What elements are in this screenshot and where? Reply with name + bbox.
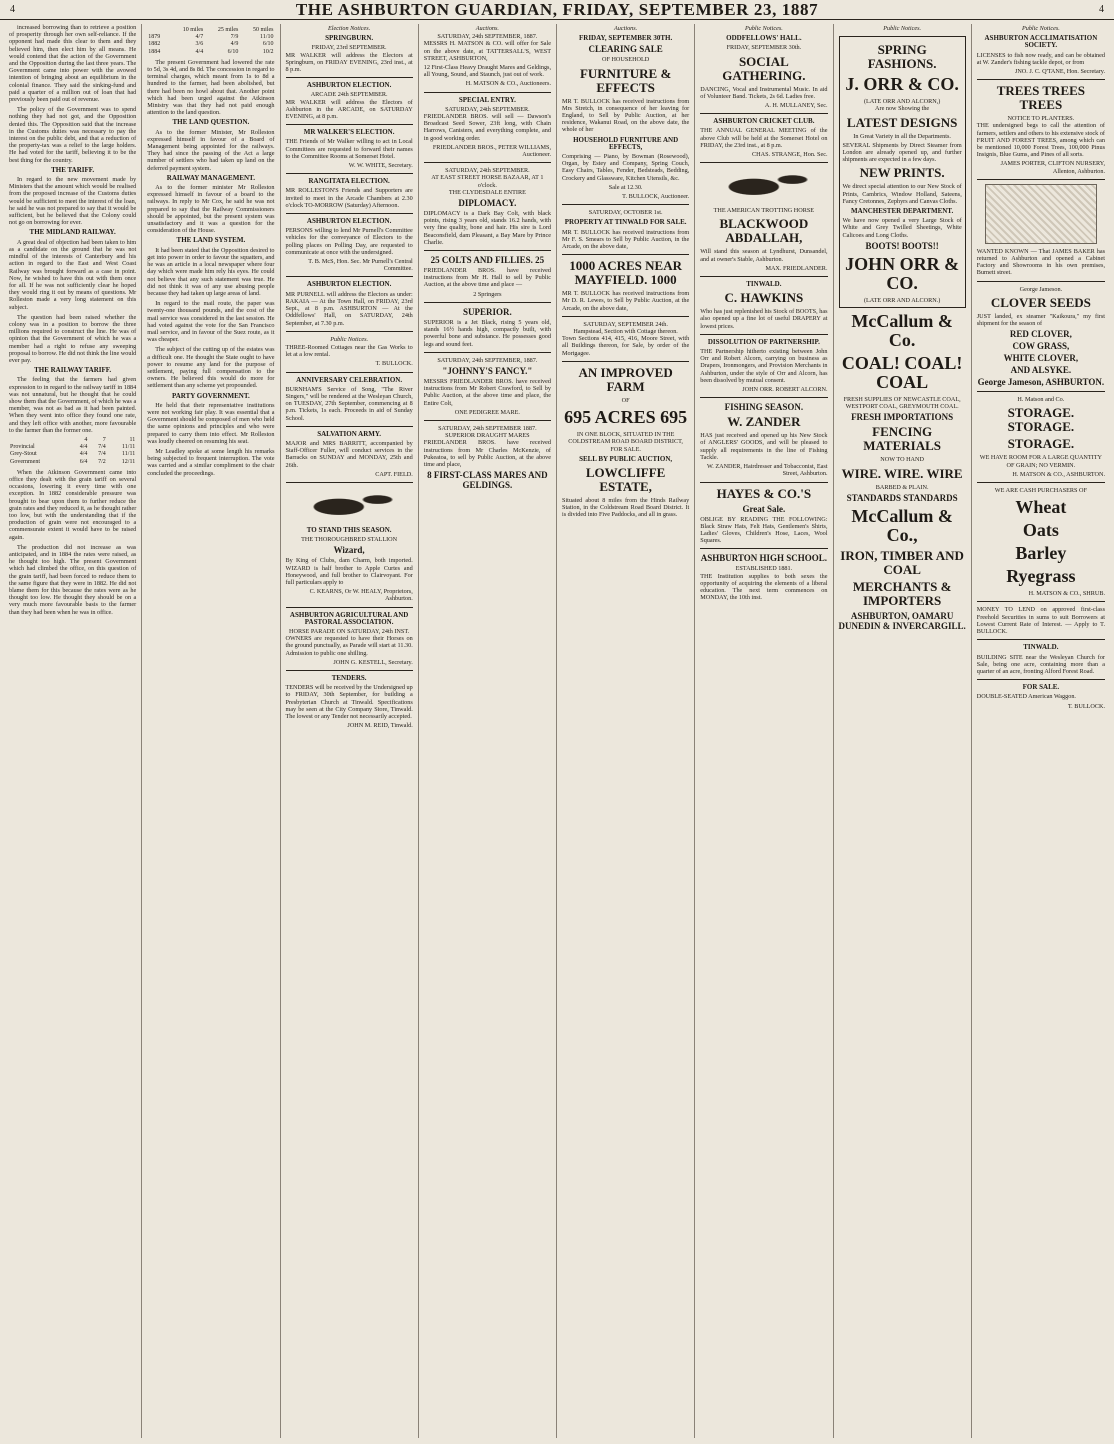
divider: [977, 179, 1105, 180]
advert-headline: STORAGE. STORAGE.: [1007, 405, 1075, 435]
notice-signature: JOHN M. REID, Tinwald.: [347, 722, 413, 730]
table-cell: 6/4: [79, 458, 88, 465]
divider: [700, 334, 827, 335]
notice-headline: HAYES & CO.'S: [716, 485, 812, 501]
divider: [286, 124, 413, 125]
advert-text: We have now opened a very Large Stock of White and Grey Twilled Sheetings, White Calicoes and Long Cloths.: [842, 217, 962, 239]
auction-subheading: OF HOUSEHOLD: [601, 56, 650, 64]
notice-heading: ASHBURTON ELECTION.: [306, 217, 392, 226]
advert-headline: LATEST DESIGNS: [846, 114, 958, 130]
table-cell: 1882: [148, 41, 161, 48]
notice-text: HAS just received and opened up his New Stock of ANGLERS' GOODS, and will be pleased to supply all requirements in the line of Fishing Tackle.: [700, 432, 828, 461]
notice-text: PERSONS willing to lend Mr Purnell's Committee vehicles for the conveyance of Electors to the polling places on Polling Day, are requested to communicate at once with the undersigned.: [285, 227, 413, 256]
notice-heading: TINWALD.: [1023, 643, 1059, 652]
divider: [424, 420, 551, 421]
advert-headline: BOOTS! BOOTS!!: [865, 240, 939, 251]
section-heading: THE LAND QUESTION.: [172, 118, 250, 127]
auction-text: MR T. BULLOCK has received instructions from Mrs Stretch, in consequence of her leaving for England, to Sell by Public Auction, at her residence, Wakanui Road, on the above date, the whole of her: [562, 97, 690, 134]
article-paragraph: He held that their representative institutions were not working fair play. It was essential that a Government should be composed of men who held the same opinions and principles and who were prepared to carry them into effect. Mr Rolleston was loudly cheered on resuming his seat.: [147, 401, 275, 445]
divider: [977, 482, 1105, 483]
divider: [286, 426, 413, 427]
column-heading: Public Notices.: [1021, 25, 1060, 32]
table-row: [147, 49, 274, 56]
advert-headline: MERCHANTS & IMPORTERS: [852, 578, 952, 608]
notice-headline: W. ZANDER: [727, 414, 801, 430]
advert-subheading: BARBED & PLAIN.: [875, 483, 929, 491]
column-3: [281, 24, 419, 1438]
auction-signature: H. MATSON & CO., Auctioneers.: [465, 80, 551, 88]
sale-time: Sale at 12.30.: [608, 183, 643, 191]
notice-subheading: ESTABLISHED 1881.: [735, 565, 793, 573]
notice-subheading: HORSE PARADE ON SATURDAY, 24th INST.: [289, 627, 410, 635]
notice-signature: W. W. WHITE, Secretary.: [348, 162, 413, 170]
notice-signature: CHAS. STRANGE, Hon. Sec.: [752, 151, 828, 159]
advertiser-name: George Jameson.: [1019, 285, 1063, 293]
notice-heading: TO STAND THIS SEASON.: [306, 525, 392, 534]
column-heading: Auctions.: [475, 25, 499, 32]
table-cell: [9, 437, 70, 444]
table-cell: [147, 27, 169, 34]
column-heading: Election Notices.: [327, 25, 371, 32]
auction-subheading: OF: [621, 396, 630, 404]
notice-heading: ANNIVERSARY CELEBRATION.: [296, 375, 403, 384]
column-heading: Auctions.: [614, 25, 638, 32]
auction-subheading: SUPERIOR DRAUGHT MARES: [445, 432, 530, 440]
table-cell: Government: [10, 458, 40, 465]
advert-headline: FENCING MATERIALS: [863, 424, 942, 454]
article-paragraph: Mr Leadley spoke at some length his remarks being subjected to frequent interruption. The vote was carried and a similar compliment to the chair concluded the proceedings.: [147, 447, 275, 477]
advert-item: Wheat: [1015, 497, 1067, 518]
auction-text: 12 First-Class Heavy Draught Mares and Geldings, all Young, Sound, and Staunch, just out of work.: [423, 64, 551, 79]
advert-headline: SPRING FASHIONS.: [867, 42, 937, 72]
article-paragraph: The subject of the cutting up of the estates was a difficult one. He thought the State ought to have power to resume any land for the purpose of settlement, paying full compensation to the owners. He believed this would do more for settlement than any scheme yet propounded.: [147, 346, 275, 390]
table-cell: 6/10: [227, 48, 239, 55]
column-4: [419, 24, 557, 1438]
advert-text: SEVERAL Shipments by Direct Steamer from London are already opened up, and further shipments are expected in a few days.: [842, 141, 962, 164]
auction-text: Town Sections 414, 415, 416, Moore Street, with all Buildings thereon, for Sale, by order of the Mortgagee.: [562, 335, 690, 357]
table-row: [147, 34, 274, 41]
divider: [700, 548, 827, 549]
notice-heading: ASHBURTON AGRICULTURAL AND PASTORAL ASSOCIATION.: [289, 610, 409, 626]
auction-headline: CLEARING SALE: [588, 44, 663, 55]
notice-heading: SALVATION ARMY.: [317, 429, 382, 438]
divider: [700, 113, 827, 114]
divider: [562, 361, 689, 362]
table-header-row: [9, 437, 136, 444]
divider: [977, 601, 1105, 602]
divider: [700, 162, 827, 163]
article-paragraph: As to the former minister Mr Rolleston expressed himself in favour of a board to the railways. In reply to Mr Cox, he said he was not prepared to say that the Railway Commissioners should be appointed, but the present system was unsatisfactory and it was a question for the consideration of the House.: [147, 184, 275, 235]
auction-signature: T. BULLOCK, Auctioneer.: [622, 193, 690, 201]
advert-subheading: Are now Showing the: [875, 105, 930, 113]
auction-signature: FRIEDLANDER BROS., PETER WILLIAMS, Auctioneer.: [432, 143, 551, 159]
notice-date: ARCADE 24th SEPTEMBER.: [310, 91, 388, 99]
advert-text: We direct special attention to our New Stock of Prints, Cambrics, Window Holland, Sateens, Fancy Cretonnes, Zephyrs and Canvas Cloths.: [842, 183, 962, 205]
notice-signature: JAMES PORTER, CLIFTON NURSERY, Allenton, Ashburton.: [1000, 160, 1105, 175]
auction-text: FRIEDLANDER BROS. have received instructions from Mr Charles McKenzie, of Pukeatoa, to sell by Public Auction, at the above time and place,: [423, 439, 551, 468]
table-cell: 1879: [148, 34, 161, 41]
notice-heading: TENDERS.: [331, 674, 367, 682]
article-paragraph: The feeling that the farmers had given expression to in regard to the railway tariff in 1884 was not unnatural, but he thought that he could show them that the Government, of which he was a member, was not as bad as it had been painted. When they went into office they found one rate, and they left office with another, more favourable to the farmer than the former one.: [9, 376, 137, 434]
auction-date: SATURDAY, 24th SEPTEMBER.: [445, 167, 530, 175]
divider: [700, 397, 827, 398]
article-paragraph: The production did not increase as was anticipated, and in 1884 the rates were raised, as he thought too high. The present Government which had climbed the office, on this question of the grain tariff, had been forced to reduce them to the same figure that they were in 1882. He did not blame them for this because the rates were as he thought too low. He thought they should be on a very much more favourable basis to the farmer than they had been when he was in office.: [9, 543, 137, 616]
article-paragraph: In regard to the mail route, the paper was twenty-one thousand pounds, and the cost of the mail service was considered in the last session. He had voted against the vote for the San Francisco mail service, and in favour of the Suez route, as it was cheaper.: [147, 300, 275, 344]
auction-text: MESSRS H. MATSON & CO. will offer for Sale on the above date, at TATTERSALL'S, WEST STREET, ASHBURTON,: [423, 40, 551, 62]
article-paragraph: As to the former Minister, Mr Rolleston expressed himself in favour of a Board of Management being appointed for the railways. They had since the passing of the Act a large number of settlers who had taken up land on the deferred payment system.: [147, 128, 275, 172]
notice-text: WANTED KNOWN — That JAMES BAKER has returned to Ashburton and opened a Cabinet Factory and Showrooms in his own premises, Burnett street.: [976, 247, 1105, 277]
advert-text: FRESH SUPPLIES OF NEWCASTLE COAL, WESTPORT COAL, GREYMOUTH COAL.: [843, 396, 961, 411]
table-cell: 11: [129, 436, 136, 443]
column-1: [4, 24, 142, 1438]
notice-text: OWNERS are requested to have their Horses on the ground punctually, as Parade will start at 11.30. Admission to public one shilling.: [285, 635, 413, 657]
advert-item: Barley: [1015, 543, 1067, 564]
advert-item: Oats: [1022, 520, 1059, 541]
section-heading: THE LAND SYSTEM.: [176, 236, 246, 245]
divider: [286, 670, 413, 671]
table-cell: 12/11: [121, 458, 136, 465]
table-cell: Provincial: [10, 444, 35, 451]
auction-headline: 8 FIRST-CLASS MARES AND GELDINGS.: [427, 470, 548, 491]
notice-date: FRIDAY, SEPTEMBER 30th.: [726, 44, 802, 52]
auction-headline: AN IMPROVED FARM: [578, 364, 673, 394]
advert-text: In Great Variety in all the Departments.: [853, 132, 951, 140]
divider: [424, 250, 551, 251]
notice-subheading: NOTICE TO PLANTERS.: [1007, 115, 1075, 123]
notice-heading: ASHBURTON CRICKET CLUB.: [713, 117, 815, 126]
page-number-right: 4: [1099, 4, 1104, 15]
notice-heading: RANGITATA ELECTION.: [308, 177, 390, 186]
horse-name: DIPLOMACY.: [458, 198, 517, 209]
table-cell: 7/2: [98, 458, 106, 465]
auction-text: Comprising — Piano, by Bowman (Rosewood), Organ, by Estey and Company, Spring Couch, Easy Chairs, Tables, Fender, Bedsteads, Bedding, Crockery and Glassware, Kitchen Utensils, &c.: [562, 153, 690, 182]
advert-item: COW GRASS,: [1012, 341, 1070, 352]
advert-subheading: (LATE ORR AND ALCORN,): [863, 98, 941, 106]
masthead: [0, 0, 1114, 20]
advert-frame: [839, 36, 966, 308]
auction-headline: 1000 ACRES NEAR MAYFIELD. 1000: [569, 258, 682, 288]
auction-subheading: Hampstead, Section with Cottage thereon.: [573, 328, 678, 336]
notice-date: FRIDAY, 23rd SEPTEMBER.: [311, 44, 387, 52]
notice-text: DANCING, Vocal and Instrumental Music. In aid of Volunteer Band. Tickets, 2s 6d. Ladies free.: [700, 85, 828, 100]
notice-text: BURNHAM'S Service of Song, "The River Singers," will be rendered at the Wesleyan Church, on TUESDAY, 27th September, commencing at 8 p.m. Tickets, 1s each. Proceeds in aid of Sunday School.: [285, 385, 413, 422]
notice-text: THE undersigned begs to call the attention of farmers, settlers and others to his extensive stock of FRUIT AND FOREST TREES, among which can be mentioned 10,000 Forest Trees, 100,000 Pinus Insignis, Blue Gums, and Pines of all sorts.: [976, 122, 1105, 159]
notice-text: MONEY TO LEND on approved first-class Freehold Securities in sums to suit Borrowers at Lowest Current Rate of Interest. — Apply to T. BULLOCK.: [976, 606, 1105, 636]
article-paragraph: A great deal of objection had been taken to him as a candidate on the ground that he was not mindful of the interests of Canterbury and his action in regard to the East and West Coast Railway was brought forward as a case in point. Now, he wished to have this out with them once for all. If he was not sufficiently clear he hoped they would ring it out by means of questions. Mr Rolleston made a very long statement on this subject.: [9, 238, 137, 311]
article-paragraph: The policy of the Government was to spend nothing they had not got, and the Opposition denied this. The Opposition said that the increase in the Customs duties was necessary to pay the interest on the public debt, and that a reduction of the property-tax was a relief to the large holders. He had voted for the tariff, believing it to be the best thing for the country.: [9, 106, 137, 164]
notice-text: DOUBLE-SEATED American Waggon.: [976, 693, 1076, 701]
notice-text: THREE-Roomed Cottages near the Gas Works to let at a low rental.: [285, 343, 413, 359]
furniture-illustration: [985, 184, 1097, 244]
table-cell: 11/10: [260, 34, 274, 41]
notice-text: THE Partnership hitherto existing between John Orr and Robert Alcorn, carrying on business as Drapers, Ironmongers, and Provision Merchants in Ashburton, under the style of Orr and Alcorn, has been dissolved by mutual consent.: [700, 348, 828, 384]
notice-signature: T. BULLOCK.: [375, 360, 413, 368]
notice-signature: CAPT. FIELD.: [375, 470, 413, 478]
article-paragraph: In regard to the new movement made by Ministers that the amount which would be realised from the proposed increase of the Customs duties would be sufficient to meet the interest of the loan, he said he was not prepared to say that it would be sufficient, but he believed that the Colony could not go on borrowing for ever.: [9, 176, 137, 227]
notice-text: Who has just replenished his Stock of BOOTS, has also opened up a fine lot of useful DRAPERY at lowest prices.: [700, 308, 828, 330]
horse-illustration: [298, 487, 400, 523]
divider: [286, 213, 413, 214]
notice-heading: DISSOLUTION OF PARTNERSHIP.: [707, 337, 820, 346]
horse-illustration: [713, 167, 815, 203]
article-paragraph: The question had been raised whether the colony was in a position to borrow the three millions required to construct the line. He was of opinion that the Government of which he was a member had a right to refuse any sweeping proposal to borrow. He did not think the line would ever pay.: [9, 313, 137, 364]
column-8: [972, 24, 1110, 1438]
notice-headline: SOCIAL GATHERING.: [722, 53, 806, 83]
horse-name: SUPERIOR.: [462, 306, 512, 317]
divider: [977, 79, 1105, 80]
table-cell: 4/7: [195, 34, 204, 41]
divider: [424, 162, 551, 163]
notice-text: By King of Clubs, dam Charm, both imported. WIZARD is half brother to Apple Curtes and Honeywood, and full brother to Clairvoyant. For full particulars apply to: [285, 557, 413, 586]
auction-text: FRIEDLANDER BROS. will sell — Dawson's Broadcast Seed Sower, 23ft long, with Chain Harrows, Canisters, and everything complete, and in good working order.: [423, 113, 551, 142]
page-number-left: 4: [10, 4, 15, 15]
section-heading: THE MIDLAND RAILWAY.: [29, 228, 116, 237]
divider: [700, 482, 827, 483]
auction-heading: PROPERTY AT TINWALD FOR SALE.: [564, 218, 687, 227]
notice-headline: ASHBURTON HIGH SCHOOL.: [700, 553, 828, 564]
divider: [562, 204, 689, 205]
notice-heading: SPRINGBURN.: [325, 34, 374, 43]
advert-subheading: NOW TO HAND: [880, 456, 924, 464]
notice-signature: JOHN ORR. ROBERT ALCORN.: [742, 386, 828, 394]
advert-headline: McCallum & Co.,: [851, 505, 953, 545]
table-cell: 7/9: [230, 34, 239, 41]
notice-text: TENDERS will be received by the Undersigned up to FRIDAY, 30th September, for building a Presbyterian Church at Tinwald. Specifications may be seen at the City Company Store, Tinwald. The lowest or any Tender not necessarily accepted.: [285, 684, 413, 721]
auction-headline: FURNITURE & EFFECTS: [579, 65, 672, 95]
advert-headline: JOHN ORR & CO.: [845, 253, 960, 293]
table-cell: 50 miles: [253, 27, 274, 33]
notice-subheading: THE THOROUGHBRED STALLION: [301, 536, 398, 544]
advert-text: WE HAVE ROOM FOR A LARGE QUANTITY OF GRAIN; NO VERMIN.: [979, 454, 1102, 469]
table-cell: Grey-Stout: [10, 451, 37, 458]
table-row: [9, 459, 136, 466]
notice-text: THE Friends of Mr Walker willing to act in Local Committees are requested to forward their names to the Committee Rooms at Somerset Hotel.: [285, 138, 413, 160]
auction-date: SATURDAY, 24th SEPTEMBER, 1887.: [437, 33, 538, 41]
divider: [562, 316, 689, 317]
table-cell: 10/2: [262, 48, 274, 55]
notice-signature: A. H. MULLANEY, Sec.: [764, 102, 828, 110]
auction-text: DIPLOMACY is a Dark Bay Colt, with black points, rising 3 years old, stands 16.2 hands, with very fine quality, bone and hair. His sire is Lord Beaconsfield, dam Pleasant, a Bay Mare by Prince Charlie.: [423, 210, 551, 246]
section-heading: THE RAILWAY TARIFF.: [34, 366, 112, 375]
article-paragraph: It had been stated that the Opposition desired to get into power in order to favour the squatters, and he was an article in a local newspaper where four day which were made him rely his eyes. He could not believe that any such statement was true. He did not think it was of any use abusing people because they had taken up large areas of land.: [147, 246, 275, 297]
divider: [286, 607, 413, 608]
divider: [977, 281, 1105, 282]
divider: [286, 372, 413, 373]
divider: [286, 482, 413, 483]
table-cell: 10 miles: [182, 27, 204, 33]
advert-headline: COAL! COAL! COAL: [841, 353, 963, 393]
notice-signature: W. ZANDER, Hairdresser and Tobacconist, East Street, Ashburton.: [706, 463, 828, 478]
table-cell: 7/4: [98, 451, 106, 458]
notice-signature: T. BULLOCK.: [1067, 702, 1105, 710]
divider: [286, 331, 413, 332]
notice-text: MAJOR and MRS BARRITT, accompanied by Staff-Officer Fuller, will conduct services in the Barracks on SUNDAY and MONDAY, 25th and 26th.: [285, 439, 413, 469]
table-cell: 4: [84, 436, 88, 443]
notice-subheading: THE AMERICAN TROTTING HORSE: [713, 207, 815, 215]
column-heading: Public Notices.: [330, 335, 369, 343]
advert-item: AND ALSYKE.: [1010, 365, 1072, 376]
column-2: [142, 24, 280, 1438]
columns: [4, 24, 1110, 1438]
notice-signature: H. MATSON & CO., ASHBURTON.: [1012, 470, 1105, 478]
divider: [562, 254, 689, 255]
table-cell: 4/9: [230, 41, 239, 48]
auction-text: MR T. BULLOCK has received instructions from Mr F. S. Smears to Sell by Public Auction, in the Arcade, on the above date,: [562, 228, 690, 251]
horse-name: BLACKWOOD ABDALLAH,: [719, 216, 809, 246]
auction-text: MESSRS FRIEDLANDER BROS. have received instructions from Mr Robert Crawford, to Sell by Public Auction, at the above time and place, the Entire Colt,: [423, 377, 551, 407]
advert-headline: STANDARDS STANDARDS: [846, 492, 958, 503]
notice-heading: ASHBURTON ACCLIMATISATION SOCIETY.: [984, 34, 1098, 50]
advert-item: WHITE CLOVER,: [1003, 353, 1079, 364]
advert-subheading: (LATE ORR AND ALCORN.): [863, 296, 941, 304]
auction-headline: LOWCLIFFE ESTATE,: [585, 464, 666, 494]
article-paragraph: increased borrowing than to retrieve a position of prosperity through her own self-reliance. If the opponent had made this clear to them and they believed him, then elect him by all means. He would contend that the action of the Government and the Opposition during the last three years. The Government came into power with the avowed intention of bringing about an equilibrium in the colonial finance. They said the sinking-fund and paid a quarter of a million out of loan that had previously been paid out of revenue.: [9, 24, 137, 104]
column-6: [695, 24, 833, 1438]
notice-signature: MAX. FRIEDLANDER.: [765, 264, 828, 272]
notice-heading: ASHBURTON ELECTION.: [306, 280, 392, 289]
section-heading: RAILWAY MANAGEMENT.: [166, 173, 255, 182]
auction-text: SUPERIOR is a Jet Black, rising 5 years old, stands 16½ hands high, compactly built, with powerful bone and substance. He possesses good legs and sound feet.: [423, 318, 551, 348]
auction-date: SATURDAY, SEPTEMBER 24th.: [583, 320, 668, 328]
auction-heading: SELL BY PUBLIC AUCTION,: [579, 454, 673, 463]
divider: [286, 77, 413, 78]
advert-subheading: ASHBURTON, OAMARU DUNEDIN & INVERCARGILL.: [838, 610, 966, 631]
table-cell: 25 miles: [217, 27, 239, 33]
column-7: [834, 24, 972, 1438]
advert-headline: McCallum & Co.: [851, 311, 953, 351]
advert-headline: FRESH IMPORTATIONS: [851, 412, 954, 423]
notice-text: MR PURNELL will address the Electors as under: RAKAIA — At the Town Hall, on FRIDAY, 23rd Sept., at 8 p.m. ASHBURTON — At the Oddfellows' Hall, on SATURDAY, 24th September, at 7.30 p.m.: [285, 290, 413, 327]
table-cell: 4/4: [195, 48, 204, 55]
notice-text: OBLIGE BY READING THE FOLLOWING: Black Straw Hats, Felt Hats, Gentlemen's Shirts, Ladies' Gloves, Children's Hose, Laces, Wool Squares.: [700, 515, 828, 545]
divider: [424, 92, 551, 93]
notice-signature: T. B. McS, Hon. Sec. Mr Purnell's Central Committee.: [308, 258, 413, 273]
auction-date: SATURDAY, 24th SEPTEMBER, 1887.: [437, 356, 538, 364]
column-heading: Public Notices.: [883, 25, 922, 32]
advert-item: Ryegrass: [1006, 566, 1076, 587]
notice-heading: TINWALD.: [746, 280, 782, 289]
divider: [977, 679, 1105, 680]
auction-text: FRIEDLANDER BROS. have received instructions from Mr H. Hall to sell by Public Auction, at the above time and place —: [423, 267, 551, 289]
table-cell: 4/4: [79, 451, 88, 458]
auction-date: SATURDAY, OCTOBER 1st.: [588, 209, 663, 217]
auction-subheading: THE CLYDESDALE ENTIRE: [448, 188, 526, 196]
article-paragraph: When the Atkinson Government came into office they dealt with the grain tariff on several occasions, lowering it every time with one exception. In 1882 considerable pressure was brought to bear upon them to further reduce the grain rates and they reduced it, as he thought rather too low, but with the understanding that if the production of grain were not encouraged to a commensurate extent it would have to be raised again.: [9, 468, 137, 541]
section-heading: THE TARIFF.: [51, 165, 95, 174]
table-row: [147, 41, 274, 48]
notice-heading: MR WALKER'S ELECTION.: [303, 128, 395, 137]
notice-text: BUILDING SITE near the Wesleyan Church for Sale, being one acre, containing more than a quarter of an acre, fronting Alford Forest Road.: [976, 653, 1105, 675]
auction-date: FRIDAY, SEPTEMBER 30TH.: [579, 34, 673, 43]
article-paragraph: The present Government had lowered the rate to 5d, 3s 4d, and 8s 8d. The concession in regard to terminal charges, which meant from 1s to 8d a hundred to the farmer, had been abolished, but there had been no howl about that. Another point which had been urged against the Atkinson Ministry was that they had not paid enough attention to the land question.: [147, 58, 275, 117]
auction-heading: SPECIAL ENTRY.: [458, 95, 516, 104]
advert-headline: IRON, TIMBER AND COAL: [840, 547, 964, 577]
table-cell: 4/4: [79, 444, 88, 451]
notice-text: MR WALKER will address the Electors at Springburn, on FRIDAY EVENING, 23rd inst., at 8 p.m.: [285, 51, 413, 74]
auction-lot: ONE PEDIGREE MARE.: [454, 408, 520, 416]
notice-heading: FOR SALE.: [1022, 683, 1060, 692]
rate-table: [9, 437, 136, 466]
notice-heading: ODDFELLOWS' HALL.: [726, 34, 802, 43]
table-row: [9, 451, 136, 458]
notice-signature: JOHN G. KESTELL, Secretary.: [333, 658, 413, 666]
notice-signature: JNO. J. C. Q'TANE, Hon. Secretary.: [1014, 68, 1105, 76]
advertiser-name: George Jameson, ASHBURTON.: [977, 377, 1105, 388]
table-cell: 11/11: [122, 444, 136, 451]
table-cell: 7/4: [98, 444, 106, 451]
divider: [424, 302, 551, 303]
notice-text: Will stand this season at Lyndhurst, Dunsandel, and at owner's Stable, Ashburton.: [700, 248, 828, 263]
notice-text: MR ROLLESTON'S Friends and Supporters are invited to meet in the Arcade Chambers at 2.30 o'clock TO-MORROW (Saturday) Afternoon.: [285, 187, 413, 209]
table-header-row: [147, 27, 274, 34]
auction-lot: 2 Springers: [473, 290, 502, 298]
advertiser-name: H. Matson and Co.: [1017, 396, 1065, 404]
newspaper-title: THE ASHBURTON GUARDIAN, FRIDAY, SEPTEMBER 23, 1887: [295, 0, 819, 19]
advert-headline: TREES TREES TREES: [996, 83, 1086, 113]
notice-text: THE ANNUAL GENERAL MEETING of the above Club will be held at the Somerset Hotel on FRIDAY, the 23rd inst., at 8 p.m.: [700, 127, 828, 149]
auction-date: SATURDAY, 24th SEPTEMBER.: [445, 105, 530, 113]
table-row: [9, 444, 136, 451]
auction-headline: 695 ACRES 695: [564, 407, 688, 428]
notice-headline: Great Sale.: [742, 503, 786, 514]
divider: [424, 352, 551, 353]
auction-text: MR T. BULLOCK has received instructions from Mr D. R. Lewes, to Sell by Public Auction, at the Arcade, on the above date,: [562, 290, 690, 312]
table-cell: 1884: [148, 48, 161, 55]
table-cell: 6/10: [262, 41, 274, 48]
advert-headline: NEW PRINTS.: [859, 165, 945, 181]
advert-headline: CLOVER SEEDS: [990, 294, 1091, 310]
auction-headline: 25 COLTS AND FILLIES. 25: [430, 255, 545, 266]
notice-text: MR WALKER will address the Electors of Ashburton in the ARCADE, on SATURDAY EVENING, at 8 p.m.: [285, 98, 413, 121]
notice-headline: C. HAWKINS: [724, 290, 804, 306]
advert-heading: MANCHESTER DEPARTMENT.: [851, 207, 954, 216]
advert-headline: WIRE. WIRE. WIRE: [841, 465, 963, 481]
divider: [286, 173, 413, 174]
advert-headline: STORAGE.: [1007, 436, 1075, 452]
column-heading: Public Notices.: [744, 25, 783, 32]
notice-text: THE Institution supplies to both sexes the opportunity of acquiring the elements of a liberal education. The next term commences on MONDAY, the 10th inst.: [700, 572, 828, 602]
notice-headline: FISHING SEASON.: [724, 402, 804, 413]
table-cell: 11/11: [122, 451, 136, 458]
notice-heading: ASHBURTON ELECTION.: [306, 81, 392, 90]
notice-signature: C. KEARNS, Or W. HEALY, Proprietors, Ashburton.: [309, 588, 413, 603]
auction-date: SATURDAY, 24th SEPTEMBER 1887.: [438, 424, 537, 432]
table-cell: 7: [102, 436, 106, 443]
advert-headline: J. ORR & CO.: [845, 74, 959, 95]
horse-name: Wizard,: [333, 545, 365, 556]
horse-name: "JOHNNY'S FANCY.": [442, 365, 533, 376]
divider: [286, 276, 413, 277]
advert-text: JUST landed, ex steamer "Kaikoura," my first shipment for the season of: [976, 312, 1105, 328]
divider: [977, 391, 1105, 392]
advert-subheading: WE ARE CASH PURCHASERS OF: [994, 487, 1087, 495]
auction-location: AT EAST STREET HORSE BAZAAR, AT 1 o'clock.: [431, 174, 544, 189]
divider: [700, 276, 827, 277]
auction-subheading: IN ONE BLOCK, SITUATED IN THE COLDSTREAM ROAD BOARD DISTRICT, FOR SALE.: [568, 431, 683, 453]
notice-signature: H. MATSON & CO., SHRUB.: [1028, 590, 1105, 598]
notice-text: LICENSES to fish now ready, and can be obtained at W. Zander's fishing tackle depot, or from: [976, 51, 1105, 66]
auction-text: Situated about 8 miles from the Hinds Railway Station, in the Coldstream Road Board District. It is divided into Five Paddocks, and all in grass.: [562, 496, 690, 519]
rate-table: [147, 27, 274, 56]
auction-subheading: HOUSEHOLD FURNITURE AND EFFECTS,: [573, 135, 679, 151]
column-5: [557, 24, 695, 1438]
table-cell: 3/6: [195, 41, 204, 48]
divider: [977, 639, 1105, 640]
section-heading: PARTY GOVERNMENT.: [171, 391, 250, 400]
advert-item: RED CLOVER,: [1009, 329, 1072, 340]
